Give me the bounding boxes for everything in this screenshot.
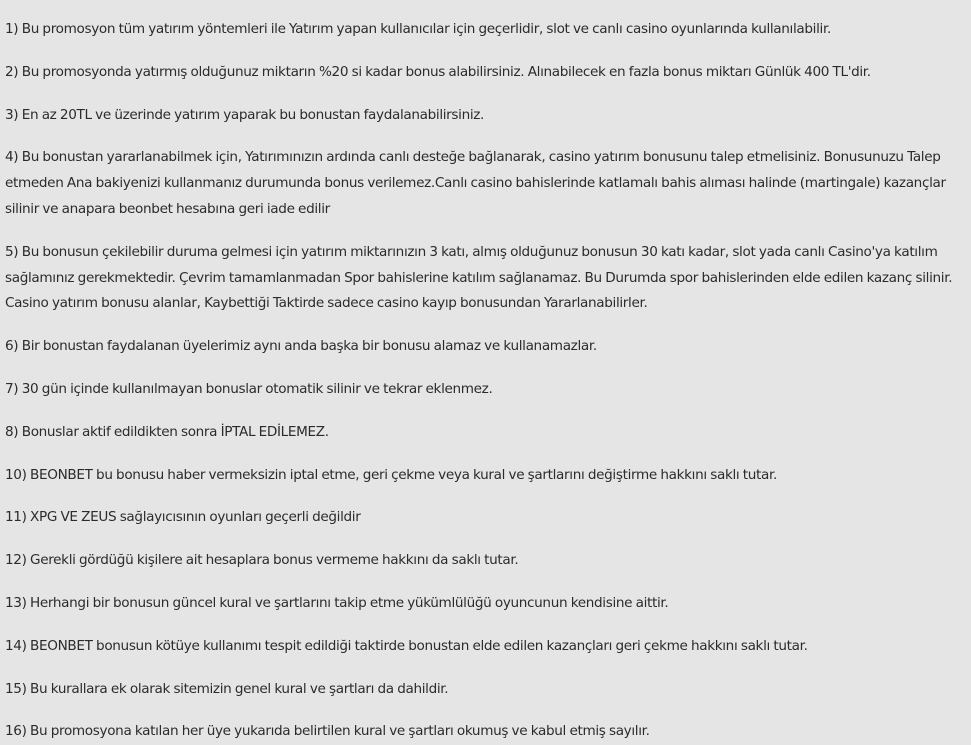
rule-14: 14) BEONBET bonusun kötüye kullanımı tespit edildiği taktirde bonustan elde edilen kazançları geri çekme hakkını saklı tutar. xyxy=(5,637,808,654)
rule-10: 10) BEONBET bu bonusu haber vermeksizin iptal etme, geri çekme veya kural ve şartlarını değiştirme hakkını saklı tutar. xyxy=(5,466,777,483)
rule-6: 6) Bir bonustan faydalanan üyelerimiz aynı anda başka bir bonusu alamaz ve kullanamazlar. xyxy=(5,338,597,355)
rule-8: 8) Bonuslar aktif edildikten sonra İPTAL EDİLEMEZ. xyxy=(5,423,329,440)
rule-7: 7) 30 gün içinde kullanılmayan bonuslar otomatik silinir ve tekrar eklenmez. xyxy=(5,380,493,397)
rule-16: 16) Bu promosyona katılan her üye yukarıda belirtilen kural ve şartları okumuş ve kabul etmiş sayılır. xyxy=(5,723,650,740)
rule-11: 11) XPG VE ZEUS sağlayıcısının oyunları geçerli değildir xyxy=(5,509,361,526)
rule-5: 5) Bu bonusun çekilebilir duruma gelmesi için yatırım miktarınızın 3 katı, almış olduğunuz bonusun 30 katı kadar, slot yada canlı Casino'ya katılım sağlamınız gerekmektedir. Çevrim tamamlanmadan Spor bahislerine katılım sağlanamaz. Bu Durumda spor bahislerinden elde edilen kazanç silinir. Casino yatırım bonusu alanlar, Kaybettiği Taktirde sadece casino kayıp bonusundan Yararlanabilirler. xyxy=(5,243,953,312)
rule-1: 1) Bu promosyon tüm yatırım yöntemleri ile Yatırım yapan kullanıcılar için geçerlidir, slot ve canlı casino oyunlarında kullanılabilir. xyxy=(5,21,831,37)
rule-4: 4) Bu bonustan yararlanabilmek için, Yatırımınızın ardında canlı desteğe bağlanarak, casino yatırım bonusunu talep etmelisiniz. Bonusunuzu Talep etmeden Ana bakiyenizi kullanmanız durumunda bonus verilemez.Canlı casino bahislerinde katlamalı bahis alıması halinde (martingale) kazançlar silinir ve anapara beonbet hesabına geri iade edilir xyxy=(5,149,946,217)
rule-3: 3) En az 20TL ve üzerinde yatırım yaparak bu bonustan faydalanabilirsiniz. xyxy=(5,106,485,123)
rule-12: 12) Gerekli gördüğü kişilere ait hesaplara bonus vermeme hakkını da saklı tutar. xyxy=(5,552,519,569)
rule-13: 13) Herhangi bir bonusun güncel kural ve şartlarını takip etme yükümlülüğü oyuncunun kendisine aittir. xyxy=(5,594,669,611)
rule-15: 15) Bu kurallara ek olarak sitemizin genel kural ve şartları da dahildir. xyxy=(5,680,449,697)
rule-2: 2) Bu promosyonda yatırmış olduğunuz miktarın %20 si kadar bonus alabilirsiniz. Alınabilecek en fazla bonus miktarı Günlük 400 TL'dir. xyxy=(5,63,871,80)
